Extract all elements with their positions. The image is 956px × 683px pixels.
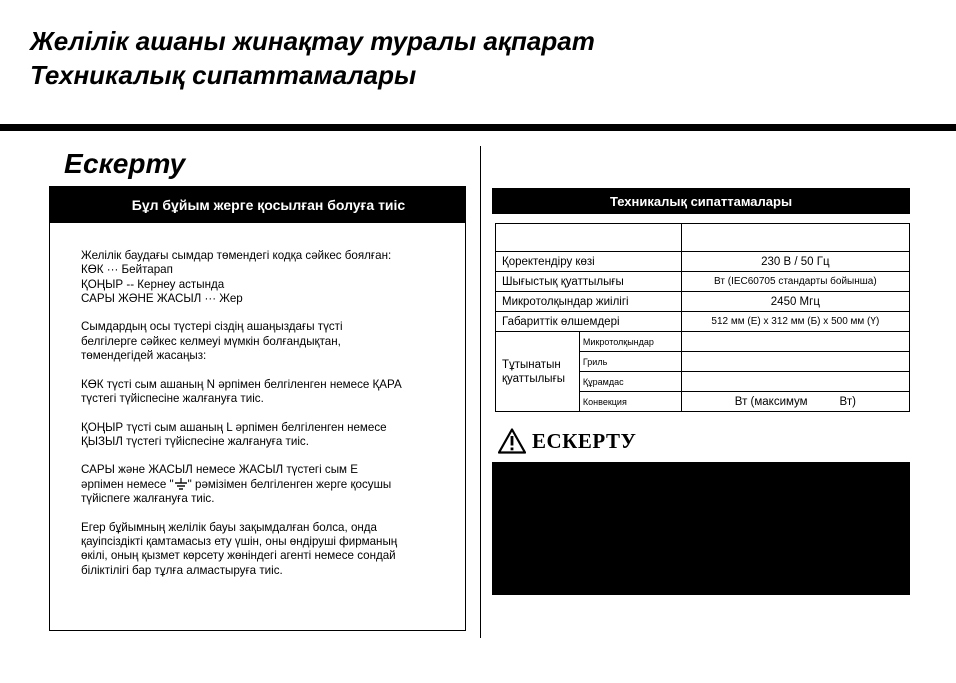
spec-label: Қоректендіру көзі bbox=[496, 252, 682, 272]
spec-value: Вт (IEC60705 стандарты бойынша) bbox=[681, 272, 909, 292]
earth-wire-paragraph bbox=[81, 463, 461, 506]
spec-sublabel: Микротолқындар bbox=[579, 332, 681, 352]
text-line: ҚОҢЫР түсті сым ашаның L әрпімен белгіленген немесе bbox=[81, 420, 387, 434]
wire-code-paragraph bbox=[81, 249, 461, 306]
brown-wire-paragraph bbox=[81, 421, 461, 450]
text-line bbox=[81, 478, 461, 492]
text-line: өкілі, оның қызмет көрсету жөніндегі агенті немесе сондай bbox=[81, 549, 396, 563]
grounding-notice-box bbox=[49, 186, 466, 631]
spec-sublabel: Құрамдас bbox=[579, 372, 681, 392]
text-fragment: " рәмізімен белгіленген жерге қосушы bbox=[187, 477, 392, 491]
specs-title: Техникалық сипаттамалары bbox=[492, 188, 910, 214]
blue-wire-paragraph bbox=[81, 378, 461, 407]
text-line: біліктілігі бар тұлға алмастыруға тиіс. bbox=[81, 563, 283, 577]
spec-value bbox=[681, 332, 909, 352]
table-row bbox=[496, 272, 910, 292]
text-line: қауіпсіздікті қамтамасыз ету үшін, оны өндіруші фирманың bbox=[81, 534, 398, 548]
warning-title: ЕСКЕРТУ bbox=[532, 428, 637, 453]
spec-value: Вт (максимум Вт) bbox=[681, 392, 909, 412]
spec-sublabel: Гриль bbox=[579, 352, 681, 372]
ground-symbol-icon bbox=[174, 478, 188, 490]
table-cell bbox=[681, 224, 909, 252]
table-row bbox=[496, 252, 910, 272]
column-divider bbox=[480, 146, 481, 638]
warning-triangle-icon bbox=[498, 428, 526, 454]
spec-value: 230 В / 50 Гц bbox=[681, 252, 909, 272]
text-line: Егер бұйымның желілік бауы зақымдалған болса, онда bbox=[81, 520, 378, 534]
spec-label: Габариттік өлшемдері bbox=[496, 312, 682, 332]
text-line: Желілік баудағы сымдар төмендегі кодқа сәйкес боялған: bbox=[81, 249, 392, 262]
page-title-line1: Желілік ашаны жинақтау туралы ақпарат bbox=[30, 26, 595, 56]
consumption-label: Тұтынатын қуаттылығы bbox=[496, 332, 580, 412]
table-cell bbox=[496, 224, 682, 252]
text-line: түйіспеге жалғануға тиіс. bbox=[81, 492, 215, 506]
table-row bbox=[496, 312, 910, 332]
spec-sublabel: Конвекция bbox=[579, 392, 681, 412]
text-line: КӨК ··· Бейтарап bbox=[81, 263, 173, 277]
text-line: САРЫ және ЖАСЫЛ немесе ЖАСЫЛ түстегі сым E bbox=[81, 463, 358, 477]
text-line: Сымдардың осы түстері сіздің ашаңыздағы түсті bbox=[81, 320, 343, 334]
grounding-notice-body bbox=[81, 249, 461, 592]
text-line: КӨК түсті сым ашаның N әрпімен белгіленген немесе ҚАРА bbox=[81, 377, 402, 391]
specs-table bbox=[495, 223, 910, 412]
table-row bbox=[496, 332, 910, 352]
text-fragment: әрпімен немесе " bbox=[81, 477, 174, 491]
note-heading: Ескерту bbox=[64, 148, 186, 179]
spec-value: 2450 Мгц bbox=[681, 292, 909, 312]
table-row bbox=[496, 292, 910, 312]
text-line: ҚОҢЫР -- Кернеу астында bbox=[81, 277, 225, 291]
damaged-cord-paragraph bbox=[81, 521, 461, 578]
text-line: төмендегідей жасаңыз: bbox=[81, 349, 207, 363]
spec-value bbox=[681, 352, 909, 372]
color-mismatch-paragraph bbox=[81, 320, 461, 363]
page-title-line2: Техникалық сипаттамалары bbox=[30, 60, 417, 90]
warning-box bbox=[492, 462, 910, 595]
text-line: белгілерге сәйкес келмеуі мүмкін болғандықтан, bbox=[81, 334, 341, 348]
spec-label: Шығыстық қуаттылығы bbox=[496, 272, 682, 292]
grounding-notice-title: Бұл бұйым жерге қосылған болуға тиіс bbox=[50, 187, 465, 223]
text-line: ҚЫЗЫЛ түстегі түйіспесіне жалғануға тиіс. bbox=[81, 434, 309, 448]
spec-value: 512 мм (Е) x 312 мм (Б) x 500 мм (Ү) bbox=[681, 312, 909, 332]
text-line: САРЫ ЖӘНЕ ЖАСЫЛ ··· Жер bbox=[81, 291, 243, 305]
spec-label: Микротолқындар жиілігі bbox=[496, 292, 682, 312]
warning-heading bbox=[498, 428, 636, 454]
spec-value bbox=[681, 372, 909, 392]
table-row bbox=[496, 224, 910, 252]
text-line: түстегі түйіспесіне жалғануға тиіс. bbox=[81, 391, 264, 405]
header-divider-bar bbox=[0, 124, 956, 131]
